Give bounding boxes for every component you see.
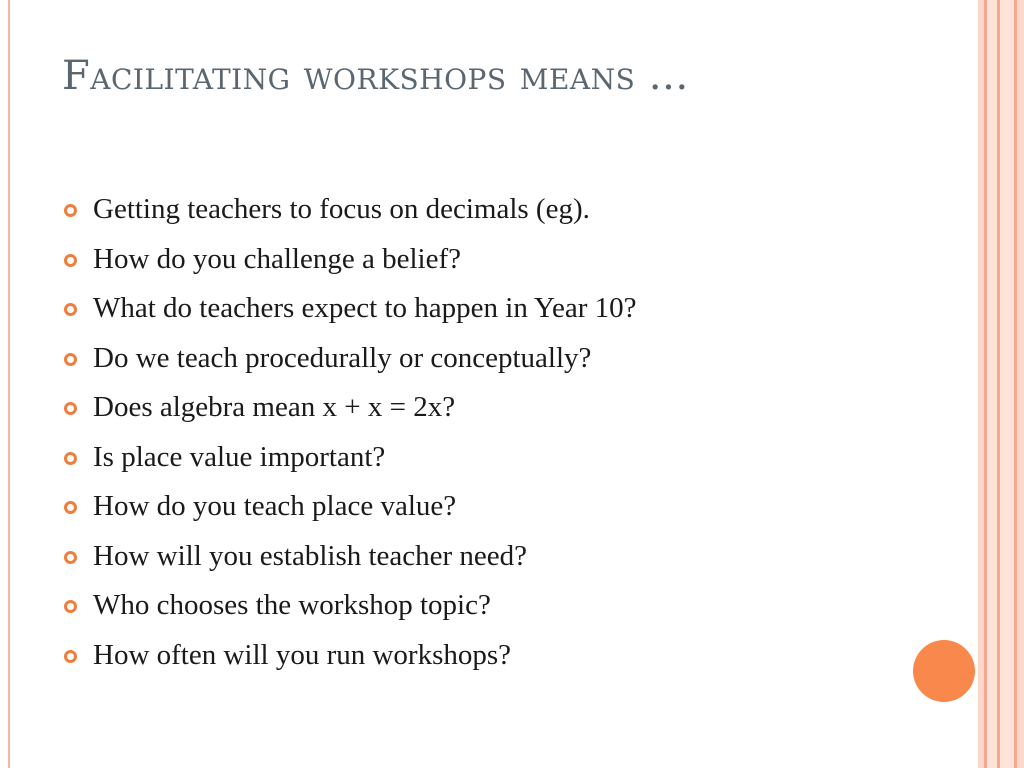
bullet-item [62,284,942,334]
bullet-circle-icon [64,551,77,564]
bullet-item [62,433,942,483]
bullet-circle-icon [64,303,77,316]
bullet-item [62,631,942,681]
bullet-item [62,581,942,631]
bullet-circle-icon [64,501,77,514]
bullet-text: Does algebra mean x + x = 2x? [93,391,456,424]
bullet-text: How will you establish teacher need? [93,539,528,572]
bullet-circle-icon [64,402,77,415]
right-decorative-stripe [1000,0,1014,768]
right-decorative-stripe [987,0,997,768]
bullet-circle-icon [64,600,77,613]
bullet-text: Getting teachers to focus on decimals (eg). [93,193,590,226]
bullet-list [62,185,942,680]
bullet-item [62,334,942,384]
bullet-circle-icon [64,254,77,267]
left-border-line [8,0,10,768]
bullet-text: What do teachers expect to happen in Year 10? [93,292,637,325]
bullet-item [62,185,942,235]
bullet-circle-icon [64,452,77,465]
bullet-circle-icon [64,353,77,366]
bullet-text: Do we teach procedurally or conceptually? [93,341,592,374]
bullet-item [62,482,942,532]
bullet-text: Who chooses the workshop topic? [93,589,491,622]
bullet-text: How often will you run workshops? [93,638,512,671]
bullet-circle-icon [64,204,77,217]
right-decorative-stripe [1017,0,1024,768]
bullet-item [62,532,942,582]
bullet-item [62,235,942,285]
bullet-text: How do you teach place value? [93,490,457,523]
bullet-item [62,383,942,433]
bullet-text: Is place value important? [93,440,386,473]
bullet-circle-icon [64,650,77,663]
slide-title: Facilitating workshops means … [62,53,690,99]
bullet-text: How do you challenge a belief? [93,242,461,275]
decorative-circle [913,640,975,702]
